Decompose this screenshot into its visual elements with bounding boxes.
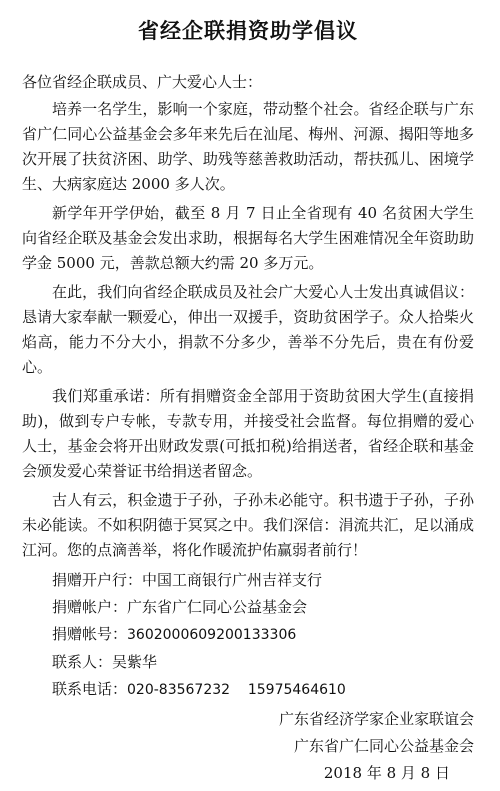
info-account-name bbox=[52, 594, 474, 621]
info-account-number bbox=[52, 621, 474, 649]
info-contact bbox=[52, 649, 474, 676]
info-phone-value: 020-83567232 15975464610 bbox=[127, 682, 346, 698]
info-phone bbox=[52, 676, 474, 704]
document-title: 省经企联捐资助学倡议 bbox=[138, 19, 358, 43]
info-account-name-value: 广东省广仁同心公益基金会 bbox=[127, 598, 308, 616]
info-account-number-label: 捐赠帐号： bbox=[52, 625, 128, 643]
info-bank-label: 捐赠开户行： bbox=[52, 571, 143, 589]
signature-block bbox=[279, 706, 474, 787]
signature-org-2: 广东省广仁同心公益基金会 bbox=[293, 737, 474, 755]
paragraph-intro: 培养一名学生，影响一个家庭，带动整个社会。省经企联与广东省广仁同心公益基金会多年来先后在汕尾、梅州、河源、揭阳等地多次开展了扶贫济困、助学、助残等慈善救助活动，帮扶孤儿、困境学生、大病家庭达 2000 多人次。 bbox=[22, 100, 474, 193]
paragraph-promise: 我们郑重承诺：所有捐赠资金全部用于资助贫困大学生(直接捐助)，做到专户专帐，专款专用，并接受社会监督。每位捐赠的爱心人士，基金会将开出财政发票(可抵扣税)给捐送者，省经企联和基金会颁发爱心荣誉证书给捐送者留念。 bbox=[22, 387, 474, 480]
paragraph-closing: 古人有云，积金遗于子孙，子孙未必能守。积书遗于子孙，子孙未必能读。不如积阴德于冥冥之中。我们深信：涓流共汇，足以涌成江河。您的点滴善举，将化作暖流护佑赢弱者前行！ bbox=[22, 491, 474, 559]
info-contact-value: 吴紫华 bbox=[112, 653, 158, 671]
salutation: 各位省经企联成员、广大爱心人士： bbox=[22, 73, 263, 91]
paragraph-need: 新学年开学伊始，截至 8 月 7 日止全省现有 40 名贫困大学生向省经企联及基金会发出求助，根据每名大学生困难情况全年资助助学金 5000 元，善款总额大约需 20 多万元。 bbox=[22, 204, 474, 272]
signature-org-1: 广东省经济学家企业家联谊会 bbox=[278, 710, 474, 728]
info-account-number-value: 3602000609200133306 bbox=[127, 627, 297, 643]
info-bank-value: 中国工商银行广州吉祥支行 bbox=[142, 571, 323, 589]
info-bank bbox=[52, 567, 474, 594]
paragraph-appeal: 在此，我们向省经企联成员及社会广大爱心人士发出真诚倡议：恳请大家奉献一颗爱心，伸出一双援手，资助贫困学子。众人拾柴火焰高，能力不分大小，捐款不分多少，善举不分先后，贵在有份爱心。 bbox=[22, 283, 474, 376]
signature-date: 2018 年 8 月 8 日 bbox=[323, 764, 450, 782]
donation-info bbox=[22, 567, 474, 704]
info-account-name-label: 捐赠帐户： bbox=[52, 598, 128, 616]
info-phone-label: 联系电话： bbox=[52, 680, 128, 698]
info-contact-label: 联系人： bbox=[52, 653, 113, 671]
